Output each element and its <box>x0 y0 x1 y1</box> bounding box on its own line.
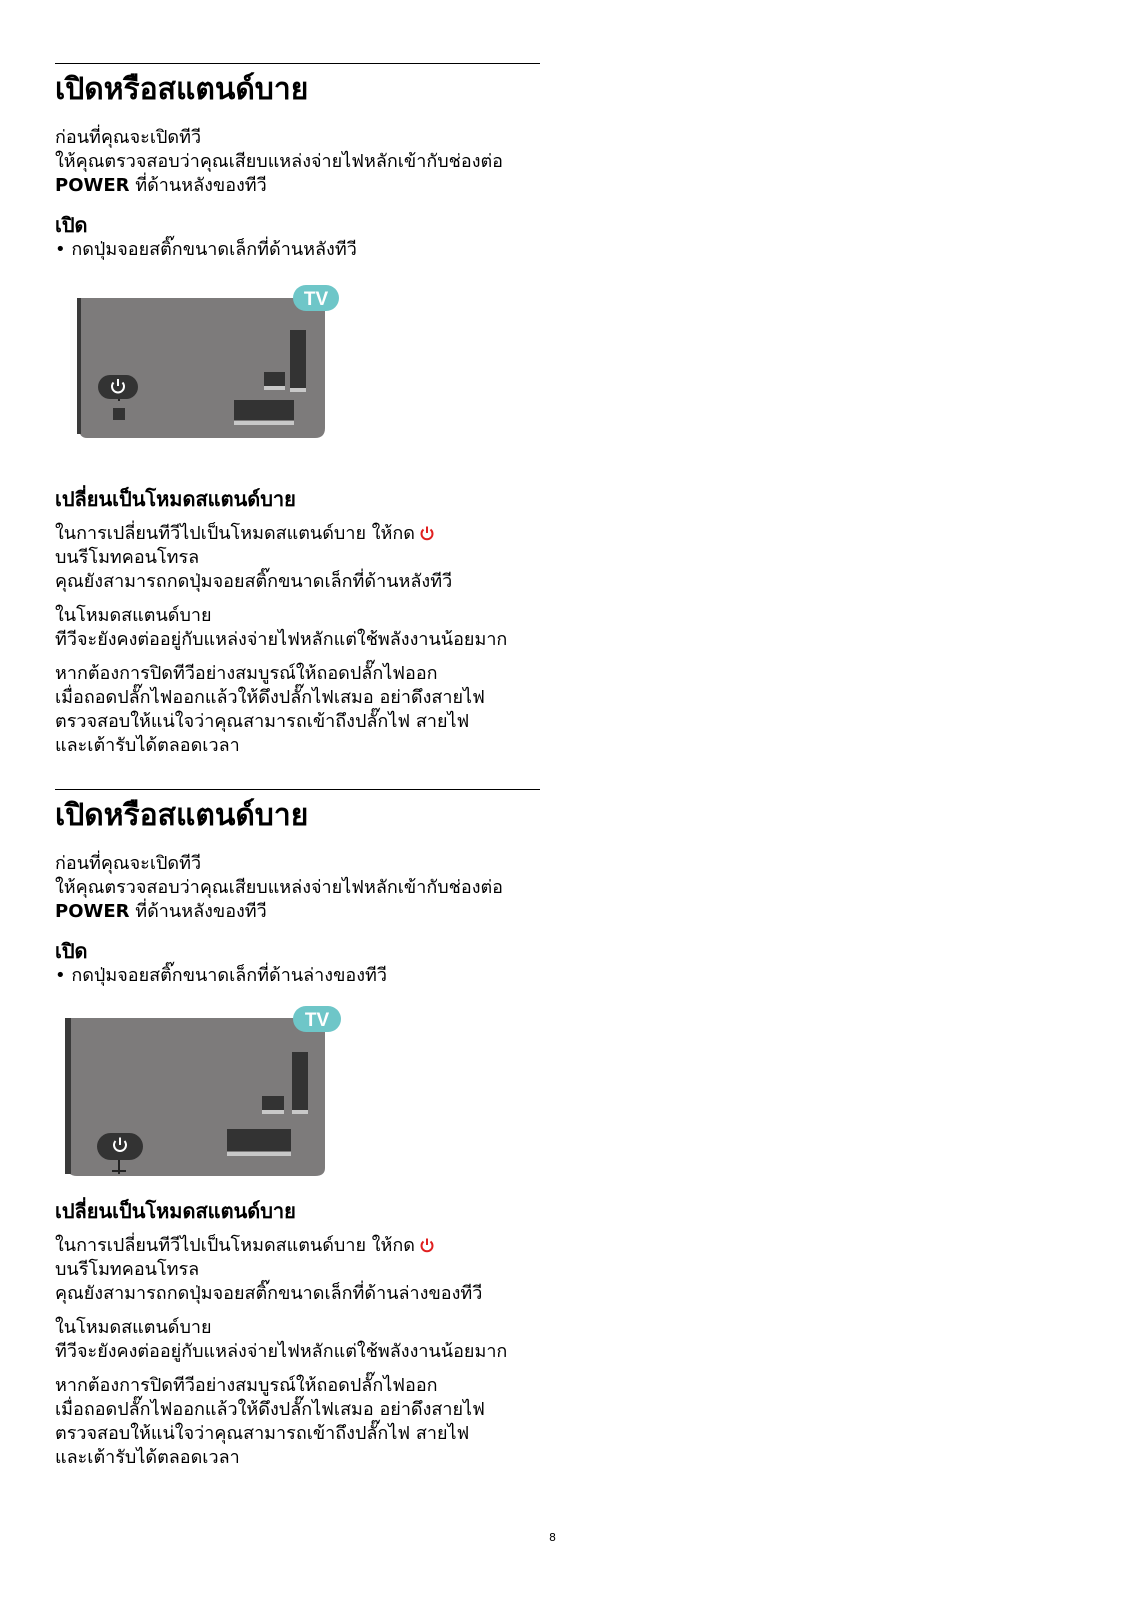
standby-mode-line: ในโหมดสแตนด์บาย <box>55 1317 212 1338</box>
intro-line: ก่อนที่คุณจะเปิดทีวี <box>55 853 202 874</box>
power-label: POWER <box>55 901 130 922</box>
power-red-icon <box>419 525 435 541</box>
section-divider <box>55 63 540 64</box>
section-1 <box>55 63 540 758</box>
power-suffix: ที่ด้านหลังของทีวี <box>129 901 267 922</box>
tv-badge: TV <box>304 1010 330 1031</box>
page-number: 8 <box>549 1531 556 1544</box>
standby-line: คุณยังสามารถกดปุ่มจอยสติ๊กขนาดเล็กที่ด้านล่างของทีวี <box>55 1283 483 1304</box>
standby-heading: เปลี่ยนเป็นโหมดสแตนด์บาย <box>55 487 296 511</box>
unplug-line: ตรวจสอบให้แน่ใจว่าคุณสามารถเข้าถึงปลั๊กไฟ สายไฟ <box>55 1423 470 1444</box>
standby-line: บนรีโมทคอนโทรล <box>55 547 200 568</box>
tv-back-drawing <box>73 282 353 452</box>
section-title: เปิดหรือสแตนด์บาย <box>55 72 309 107</box>
tv-bottom-illustration <box>63 1006 343 1176</box>
standby-text: ในการเปลี่ยนทีวีไปเป็นโหมดสแตนด์บาย ให้กด <box>55 523 415 544</box>
intro-line: ให้คุณตรวจสอบว่าคุณเสียบแหล่งจ่ายไฟหลักเข้ากับช่องต่อ <box>55 151 503 172</box>
tv-bottom-drawing <box>63 1006 343 1176</box>
on-bullet: • กดปุ่มจอยสติ๊กขนาดเล็กที่ด้านหลังทีวี <box>55 239 357 260</box>
unplug-line: หากต้องการปิดทีวีอย่างสมบูรณ์ให้ถอดปลั๊กไฟออก <box>55 1375 438 1396</box>
unplug-line: ตรวจสอบให้แน่ใจว่าคุณสามารถเข้าถึงปลั๊กไฟ สายไฟ <box>55 711 470 732</box>
power-line <box>55 174 540 198</box>
on-heading: เปิด <box>55 939 88 963</box>
standby-line <box>55 522 540 546</box>
tv-badge: TV <box>303 289 329 310</box>
section-title: เปิดหรือสแตนด์บาย <box>55 798 309 833</box>
standby-mode-line: ทีวีจะยังคงต่ออยู่กับแหล่งจ่ายไฟหลักแต่ใช้พลังงานน้อยมาก <box>55 1341 508 1362</box>
unplug-line: หากต้องการปิดทีวีอย่างสมบูรณ์ให้ถอดปลั๊กไฟออก <box>55 663 438 684</box>
standby-text: ในการเปลี่ยนทีวีไปเป็นโหมดสแตนด์บาย ให้กด <box>55 1235 415 1256</box>
power-suffix: ที่ด้านหลังของทีวี <box>129 175 267 196</box>
unplug-line: และเต้ารับได้ตลอดเวลา <box>55 1447 240 1468</box>
unplug-line: เมื่อถอดปลั๊กไฟออกแล้วให้ดึงปลั๊กไฟเสมอ อย่าดึงสายไฟ <box>55 1399 485 1420</box>
unplug-line: เมื่อถอดปลั๊กไฟออกแล้วให้ดึงปลั๊กไฟเสมอ อย่าดึงสายไฟ <box>55 687 485 708</box>
standby-mode-line: ในโหมดสแตนด์บาย <box>55 605 212 626</box>
power-red-icon <box>419 1237 435 1253</box>
section-divider <box>55 789 540 790</box>
on-heading: เปิด <box>55 213 88 237</box>
on-bullet: • กดปุ่มจอยสติ๊กขนาดเล็กที่ด้านล่างของทีวี <box>55 965 387 986</box>
intro-line: ให้คุณตรวจสอบว่าคุณเสียบแหล่งจ่ายไฟหลักเข้ากับช่องต่อ <box>55 877 503 898</box>
unplug-line: และเต้ารับได้ตลอดเวลา <box>55 735 240 756</box>
standby-heading: เปลี่ยนเป็นโหมดสแตนด์บาย <box>55 1199 296 1223</box>
standby-line: บนรีโมทคอนโทรล <box>55 1259 200 1280</box>
power-line <box>55 900 540 924</box>
tv-back-illustration <box>73 282 353 452</box>
intro-line: ก่อนที่คุณจะเปิดทีวี <box>55 127 202 148</box>
standby-line: คุณยังสามารถกดปุ่มจอยสติ๊กขนาดเล็กที่ด้านหลังทีวี <box>55 571 453 592</box>
standby-mode-line: ทีวีจะยังคงต่ออยู่กับแหล่งจ่ายไฟหลักแต่ใช้พลังงานน้อยมาก <box>55 629 508 650</box>
section-2 <box>55 789 540 1470</box>
power-label: POWER <box>55 175 130 196</box>
standby-line <box>55 1234 540 1258</box>
